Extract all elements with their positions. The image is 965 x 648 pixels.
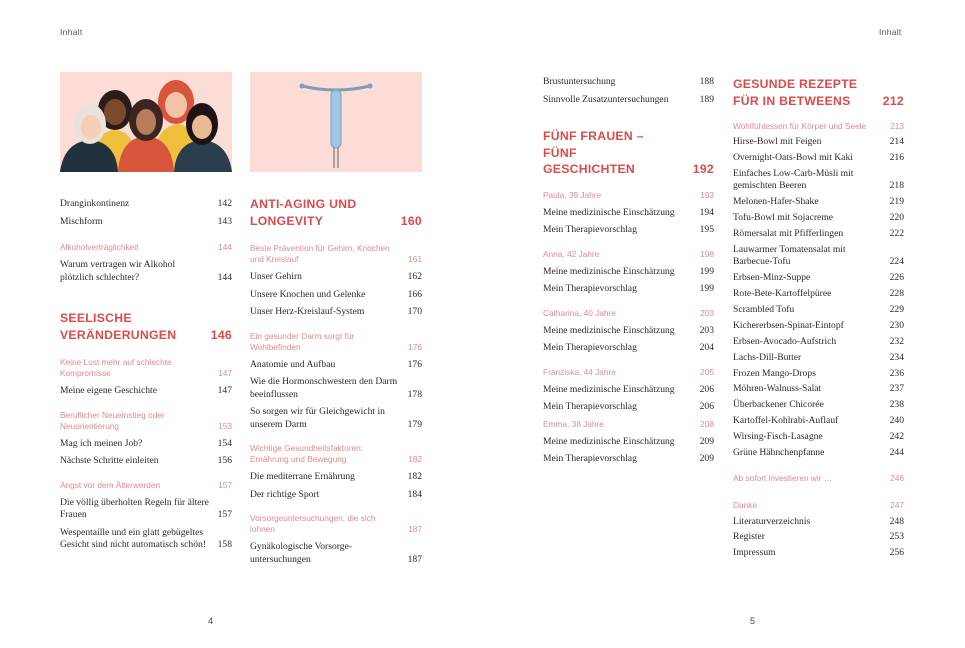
toc-entry[interactable]: Der richtige Sport 184 bbox=[250, 488, 422, 500]
toc-entry[interactable]: Unser Gehirn 162 bbox=[250, 271, 422, 282]
toc-subheading[interactable]: Ab sofort investieren wir … 246 bbox=[733, 472, 904, 483]
toc-entry[interactable]: Impressum 256 bbox=[733, 547, 904, 559]
toc-entry[interactable]: Wespentaille und ein glatt gebügeltes Gesicht sind nicht automatisch schön! 158 bbox=[60, 526, 232, 550]
toc-entry[interactable]: Mein Therapievorschlag 204 bbox=[543, 342, 714, 353]
toc-subheading[interactable]: Keine Lust mehr auf schlechte Kompromisse 147 bbox=[60, 357, 232, 378]
toc-entry[interactable]: Unser Herz-Kreislauf-System 170 bbox=[250, 306, 422, 317]
toc-entry[interactable]: Möhren-Walnuss-Salat 237 bbox=[733, 383, 904, 395]
toc-chapter-heading[interactable]: ANTI-AGING UND LONGEVITY 160 bbox=[250, 197, 422, 228]
toc-entry[interactable]: Überbackener Chicorée 238 bbox=[733, 399, 904, 411]
toc-entry[interactable]: Anatomie und Aufbau 176 bbox=[250, 358, 422, 370]
toc-entry[interactable]: Hirse-Bowl mit Feigen 214 bbox=[733, 136, 904, 147]
toc-subheading[interactable]: Alkoholverträglichkeit 144 bbox=[60, 242, 232, 252]
toc-entry[interactable]: Erbsen-Avocado-Aufstrich 232 bbox=[733, 335, 904, 347]
toc-entry[interactable]: Meine medizinische Einschätzung 199 bbox=[543, 265, 714, 277]
toc-chapter-heading[interactable]: SEELISCHE VERÄNDERUNGEN 146 bbox=[60, 311, 232, 342]
toc-entry[interactable]: Dranginkontinenz 142 bbox=[60, 198, 232, 209]
toc-entry[interactable]: Die mediterrane Ernährung 182 bbox=[250, 471, 422, 482]
toc-entry[interactable]: Meine eigene Geschichte 147 bbox=[60, 385, 232, 396]
toc-entry[interactable]: Mein Therapievorschlag 209 bbox=[543, 453, 714, 464]
toc-entry[interactable]: Overnight-Oats-Bowl mit Kaki 216 bbox=[733, 151, 904, 163]
toc-entry[interactable]: Nächste Schritte einleiten 156 bbox=[60, 455, 232, 466]
toc-entry[interactable]: Lauwarmer Tomatensalat mit Barbecue-Tofu 224 bbox=[733, 243, 904, 268]
toc-entry[interactable]: Einfaches Low-Carb-Müsli mit gemischten Beeren 218 bbox=[733, 167, 904, 192]
toc-subheading[interactable]: Wohlfühlessen für Körper und Seele 213 bbox=[733, 121, 904, 131]
toc-subheading[interactable]: Franziska, 44 Jahre 205 bbox=[543, 366, 714, 377]
running-header-right: Inhalt bbox=[879, 27, 902, 37]
toc-entry[interactable]: Mag ich meinen Job? 154 bbox=[60, 437, 232, 449]
toc-entry[interactable]: Register 253 bbox=[733, 531, 904, 543]
toc-subheading[interactable]: Emma, 38 Jahre 208 bbox=[543, 418, 714, 429]
toc-entry[interactable]: Rote-Bete-Kartoffelpüree 228 bbox=[733, 288, 904, 300]
toc-entry[interactable]: Melonen-Hafer-Shake 219 bbox=[733, 196, 904, 208]
toc-subheading[interactable]: Catharina, 40 Jahre 203 bbox=[543, 307, 714, 318]
toc-chapter-heading[interactable]: GESUNDE REZEPTE FÜR IN BETWEENS 212 bbox=[733, 77, 904, 108]
toc-column-3 bbox=[543, 76, 714, 471]
toc-entry[interactable]: Erbsen-Minz-Suppe 226 bbox=[733, 272, 904, 284]
toc-entry[interactable]: Meine medizinische Einschätzung 194 bbox=[543, 206, 714, 218]
iud-icon bbox=[250, 72, 422, 172]
toc-entry[interactable]: Brustuntersuchung 188 bbox=[543, 76, 714, 87]
toc-entry[interactable]: Frozen Mango-Drops 236 bbox=[733, 367, 904, 379]
toc-entry[interactable]: Kartoffel-Kohlrabi-Auflauf 240 bbox=[733, 415, 904, 427]
illustration-women bbox=[60, 72, 232, 172]
toc-subheading[interactable]: Vorsorgeuntersuchungen, die sich lohnen 187 bbox=[250, 513, 422, 534]
toc-column-4 bbox=[733, 58, 904, 563]
toc-entry[interactable]: Wie die Hormonschwestern den Darm beeinflussen 178 bbox=[250, 376, 422, 400]
toc-entry[interactable]: Warum vertragen wir Alkohol plötzlich schlechter? 144 bbox=[60, 259, 232, 283]
toc-entry[interactable]: Literaturverzeichnis 248 bbox=[733, 515, 904, 527]
toc-subheading[interactable]: Anna, 42 Jahre 198 bbox=[543, 248, 714, 259]
toc-chapter-heading[interactable]: FÜNF FRAUEN – FÜNF GESCHICHTEN 192 bbox=[543, 129, 714, 176]
toc-entry[interactable]: Wirsing-Fisch-Lasagne 242 bbox=[733, 431, 904, 443]
toc-entry[interactable]: Tofu-Bowl mit Sojacreme 220 bbox=[733, 212, 904, 224]
page-number-left: 4 bbox=[208, 616, 214, 626]
toc-entry[interactable]: Mein Therapievorschlag 195 bbox=[543, 224, 714, 235]
toc-column-2 bbox=[250, 180, 422, 571]
toc-entry[interactable]: Unsere Knochen und Gelenke 166 bbox=[250, 288, 422, 300]
toc-entry[interactable]: Lachs-Dill-Butter 234 bbox=[733, 351, 904, 363]
toc-subheading[interactable]: Paula, 39 Jahre 193 bbox=[543, 189, 714, 200]
toc-subheading[interactable]: Danke 247 bbox=[733, 499, 904, 510]
toc-subheading[interactable]: Angst vor dem Älterwerden 157 bbox=[60, 479, 232, 490]
toc-entry[interactable]: Scrambled Tofu 229 bbox=[733, 304, 904, 316]
toc-entry[interactable]: Mischform 143 bbox=[60, 215, 232, 227]
toc-entry[interactable]: So sorgen wir für Gleichgewicht in unserem Darm 179 bbox=[250, 406, 422, 430]
toc-subheading[interactable]: Beste Prävention für Gehirn, Knochen und Kreislauf 161 bbox=[250, 243, 422, 264]
page-number-right: 5 bbox=[750, 616, 756, 626]
toc-entry[interactable]: Sinnvolle Zusatzuntersuchungen 189 bbox=[543, 93, 714, 105]
toc-entry[interactable]: Meine medizinische Einschätzung 209 bbox=[543, 435, 714, 447]
toc-subheading[interactable]: Beruflicher Neueinstieg oder Neuorientierung 153 bbox=[60, 409, 232, 431]
toc-entry[interactable]: Römersalat mit Pfifferlingen 222 bbox=[733, 227, 904, 239]
running-header-left: Inhalt bbox=[60, 27, 83, 37]
women-illustration-icon bbox=[60, 72, 232, 172]
toc-entry[interactable]: Die völlig überholten Regeln für ältere Frauen 157 bbox=[60, 496, 232, 520]
toc-entry[interactable]: Mein Therapievorschlag 206 bbox=[543, 401, 714, 412]
toc-column-1 bbox=[60, 198, 232, 557]
toc-subheading[interactable]: Wichtige Gesundheitsfaktoren: Ernährung und Bewegung 182 bbox=[250, 443, 422, 464]
toc-entry[interactable]: Kichererbsen-Spinat-Eintopf 230 bbox=[733, 319, 904, 331]
toc-entry[interactable]: Meine medizinische Einschätzung 206 bbox=[543, 383, 714, 395]
toc-entry[interactable]: Gynäkologische Vorsorgeuntersuchungen 187 bbox=[250, 541, 422, 565]
toc-subheading[interactable]: Ein gesunder Darm sorgt für Wohlbefinden 176 bbox=[250, 330, 422, 352]
toc-entry[interactable]: Meine medizinische Einschätzung 203 bbox=[543, 324, 714, 336]
toc-entry[interactable]: Grüne Hähnchenpfanne 244 bbox=[733, 447, 904, 459]
toc-entry[interactable]: Mein Therapievorschlag 199 bbox=[543, 283, 714, 294]
illustration-iud bbox=[250, 72, 422, 172]
